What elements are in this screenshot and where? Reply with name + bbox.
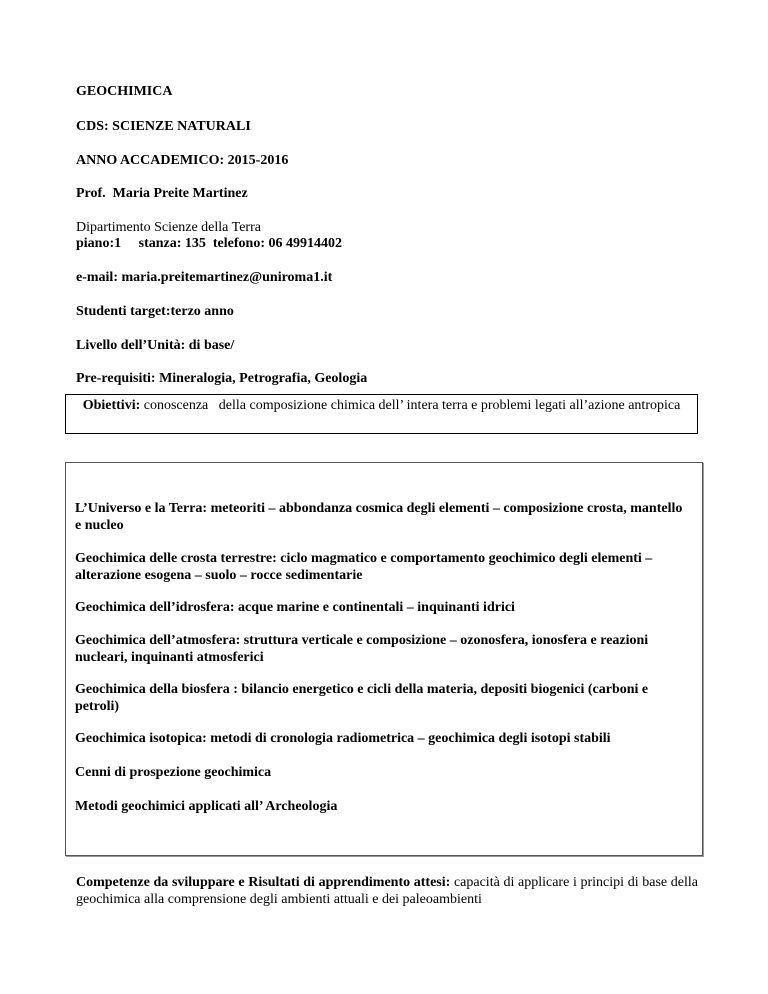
topic-item: Geochimica isotopica: metodi di cronologia radiometrica – geochimica degli isotopi stabili [75, 731, 611, 746]
prerequisites: Pre-requisiti: Mineralogia, Petrografia, Geologia [76, 371, 368, 386]
topic-item: Geochimica dell’idrosfera: acque marine e continentali – inquinanti idrici [75, 600, 515, 615]
topic-item: Geochimica delle crosta terrestre: ciclo magmatico e comportamento geochimico degli elementi – alterazione esogena – suolo – rocce sedimentarie [75, 551, 653, 583]
objectives-text: conoscenza della composizione chimica dell’ intera terra e problemi legati all’azione antropica [140, 398, 681, 413]
cds-label: CDS: SCIENZE NATURALI [76, 119, 251, 134]
email: e-mail: maria.preitemartinez@uniroma1.it [76, 270, 333, 285]
competencies-label: Competenze da sviluppare e Risultati di apprendimento attesi: [76, 875, 451, 890]
professor-name: Prof. Maria Preite Martinez [76, 186, 248, 201]
department: Dipartimento Scienze della Terra [76, 220, 261, 235]
competencies-text: capacità di applicare i principi di base della geochimica alla comprensione degli ambienti attuali e dei paleoambienti [76, 875, 698, 907]
office-location: piano:1 stanza: 135 telefono: 06 49914402 [76, 236, 342, 251]
unit-level: Livello dell’Unità: di base/ [76, 338, 235, 353]
course-title: GEOCHIMICA [76, 84, 173, 99]
topic-item: Geochimica della biosfera : bilancio energetico e cicli della materia, depositi biogenici (carboni e petroli) [75, 682, 649, 714]
target-students: Studenti target:terzo anno [76, 304, 234, 319]
topic-item: Metodi geochimici applicati all’ Archeologia [75, 799, 338, 814]
objectives-box [65, 394, 698, 434]
competencies-paragraph [76, 874, 698, 908]
academic-year: ANNO ACCADEMICO: 2015-2016 [76, 153, 289, 168]
program-topics-box [65, 462, 703, 856]
objectives-label: Obiettivi: [82, 398, 141, 413]
topic-item: Cenni di prospezione geochimica [75, 765, 272, 780]
topic-item: Geochimica dell’atmosfera: struttura verticale e composizione – ozonosfera, ionosfera e reazioni nucleari, inquinanti atmosferici [75, 633, 649, 665]
topic-item: L’Universo e la Terra: meteoriti – abbondanza cosmica degli elementi – composizione crosta, mantello e nucleo [75, 501, 683, 533]
